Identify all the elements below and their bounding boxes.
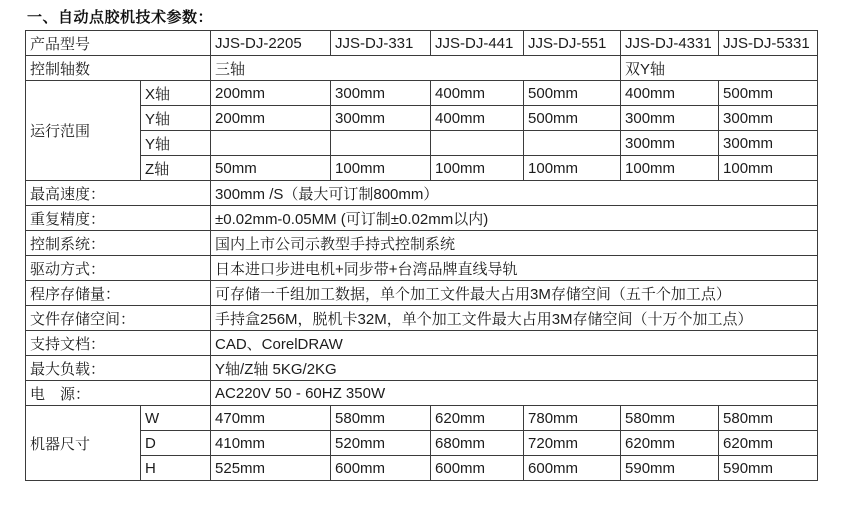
range-value: 100mm bbox=[719, 156, 818, 181]
machine-size-label: 机器尺寸 bbox=[26, 406, 141, 481]
size-value: 600mm bbox=[431, 456, 524, 481]
range-value: 300mm bbox=[331, 81, 431, 106]
spec-value: 可存储一千组加工数据，单个加工文件最大占用3M存储空间（五千个加工点） bbox=[211, 281, 818, 306]
model-header: JJS-DJ-331 bbox=[331, 31, 431, 56]
size-value: 580mm bbox=[621, 406, 719, 431]
range-value: 300mm bbox=[719, 131, 818, 156]
range-value: 500mm bbox=[524, 106, 621, 131]
model-header: JJS-DJ-5331 bbox=[719, 31, 818, 56]
range-value: 300mm bbox=[719, 106, 818, 131]
size-value: 620mm bbox=[621, 431, 719, 456]
axis-label: X轴 bbox=[141, 81, 211, 106]
model-row bbox=[26, 31, 818, 56]
range-value: 400mm bbox=[431, 106, 524, 131]
travel-range-label: 运行范围 bbox=[26, 81, 141, 181]
range-value bbox=[211, 131, 331, 156]
range-value: 400mm bbox=[431, 81, 524, 106]
size-value: 600mm bbox=[331, 456, 431, 481]
machine-size-row-d bbox=[26, 431, 818, 456]
machine-size-row-h bbox=[26, 456, 818, 481]
spec-value: 手持盒256M，脱机卡32M，单个加工文件最大占用3M存储空间（十万个加工点） bbox=[211, 306, 818, 331]
model-header: JJS-DJ-4331 bbox=[621, 31, 719, 56]
dim-label: D bbox=[141, 431, 211, 456]
spec-value: ±0.02mm-0.05MM (可订制±0.02mm以内) bbox=[211, 206, 818, 231]
range-value: 100mm bbox=[331, 156, 431, 181]
model-row-label: 产品型号 bbox=[26, 31, 211, 56]
spec-row-max-load bbox=[26, 356, 818, 381]
range-value: 400mm bbox=[621, 81, 719, 106]
size-value: 580mm bbox=[719, 406, 818, 431]
size-value: 600mm bbox=[524, 456, 621, 481]
size-value: 620mm bbox=[719, 431, 818, 456]
range-value: 500mm bbox=[719, 81, 818, 106]
travel-range-row-x bbox=[26, 81, 818, 106]
range-value: 300mm bbox=[621, 106, 719, 131]
travel-range-row-z bbox=[26, 156, 818, 181]
control-axes-left-value: 三轴 bbox=[211, 56, 621, 81]
spec-label: 程序存储量： bbox=[26, 281, 211, 306]
spec-value: 国内上市公司示教型手持式控制系统 bbox=[211, 231, 818, 256]
range-value: 50mm bbox=[211, 156, 331, 181]
size-value: 580mm bbox=[331, 406, 431, 431]
size-value: 410mm bbox=[211, 431, 331, 456]
range-value bbox=[524, 131, 621, 156]
axis-label: Z轴 bbox=[141, 156, 211, 181]
range-value: 200mm bbox=[211, 81, 331, 106]
spec-value: 300mm /S（最大可订制800mm） bbox=[211, 181, 818, 206]
spec-label: 文件存储空间： bbox=[26, 306, 211, 331]
control-axes-right-value: 双Y轴 bbox=[621, 56, 818, 81]
travel-range-row-y2 bbox=[26, 131, 818, 156]
model-header: JJS-DJ-551 bbox=[524, 31, 621, 56]
spec-table bbox=[25, 30, 818, 481]
axis-label: Y轴 bbox=[141, 131, 211, 156]
spec-label: 重复精度： bbox=[26, 206, 211, 231]
size-value: 680mm bbox=[431, 431, 524, 456]
size-value: 720mm bbox=[524, 431, 621, 456]
control-axes-row bbox=[26, 56, 818, 81]
spec-row-drive-mode bbox=[26, 256, 818, 281]
range-value: 100mm bbox=[524, 156, 621, 181]
spec-label: 最大负载： bbox=[26, 356, 211, 381]
spec-label: 控制系统： bbox=[26, 231, 211, 256]
range-value: 200mm bbox=[211, 106, 331, 131]
spec-row-control-system bbox=[26, 231, 818, 256]
spec-row-file-storage bbox=[26, 306, 818, 331]
model-header: JJS-DJ-2205 bbox=[211, 31, 331, 56]
control-axes-label: 控制轴数 bbox=[26, 56, 211, 81]
spec-row-max-speed bbox=[26, 181, 818, 206]
spec-row-power bbox=[26, 381, 818, 406]
dim-label: H bbox=[141, 456, 211, 481]
range-value: 500mm bbox=[524, 81, 621, 106]
dim-label: W bbox=[141, 406, 211, 431]
spec-label: 电 源： bbox=[26, 381, 211, 406]
size-value: 525mm bbox=[211, 456, 331, 481]
page-title: 一、自动点胶机技术参数： bbox=[27, 9, 214, 26]
machine-size-row-w bbox=[26, 406, 818, 431]
size-value: 590mm bbox=[719, 456, 818, 481]
spec-label: 支持文档： bbox=[26, 331, 211, 356]
model-header: JJS-DJ-441 bbox=[431, 31, 524, 56]
size-value: 520mm bbox=[331, 431, 431, 456]
spec-label: 最高速度： bbox=[26, 181, 211, 206]
size-value: 590mm bbox=[621, 456, 719, 481]
spec-row-repeat-precision bbox=[26, 206, 818, 231]
spec-value: Y轴/Z轴 5KG/2KG bbox=[211, 356, 818, 381]
size-value: 620mm bbox=[431, 406, 524, 431]
spec-row-program-storage bbox=[26, 281, 818, 306]
spec-value: CAD、CorelDRAW bbox=[211, 331, 818, 356]
spec-value: AC220V 50 - 60HZ 350W bbox=[211, 381, 818, 406]
axis-label: Y轴 bbox=[141, 106, 211, 131]
spec-value: 日本进口步进电机+同步带+台湾品牌直线导轨 bbox=[211, 256, 818, 281]
range-value: 300mm bbox=[331, 106, 431, 131]
spec-row-supported-files bbox=[26, 331, 818, 356]
travel-range-row-y1 bbox=[26, 106, 818, 131]
size-value: 470mm bbox=[211, 406, 331, 431]
range-value: 100mm bbox=[621, 156, 719, 181]
spec-label: 驱动方式： bbox=[26, 256, 211, 281]
size-value: 780mm bbox=[524, 406, 621, 431]
range-value bbox=[331, 131, 431, 156]
range-value: 100mm bbox=[431, 156, 524, 181]
range-value bbox=[431, 131, 524, 156]
range-value: 300mm bbox=[621, 131, 719, 156]
